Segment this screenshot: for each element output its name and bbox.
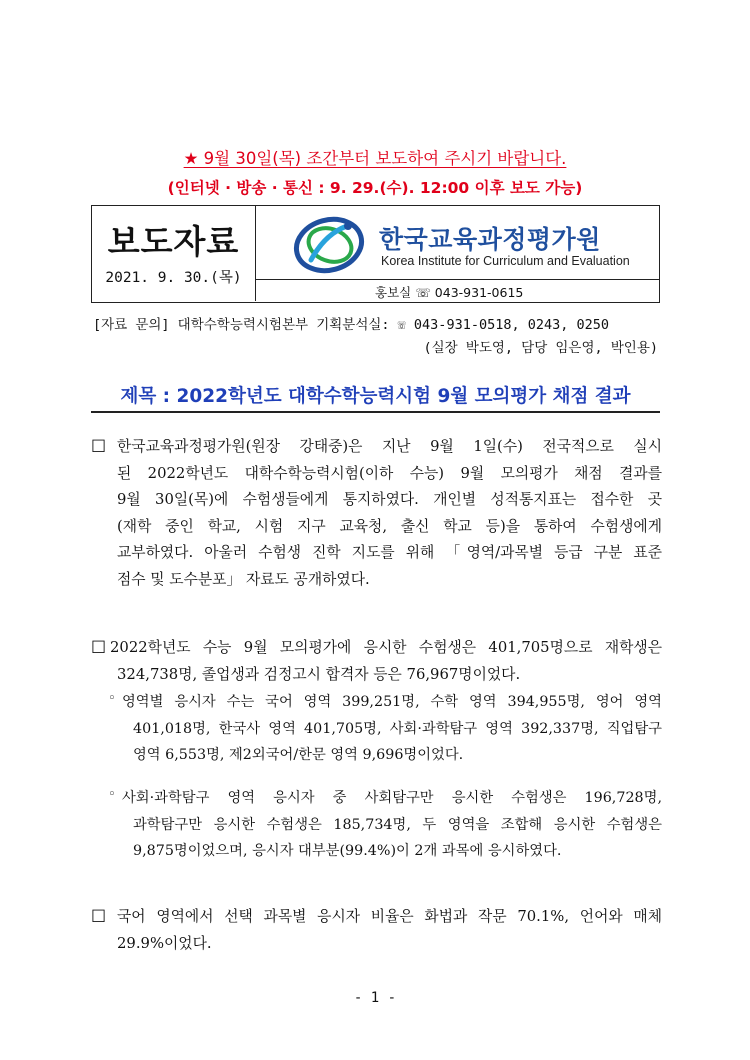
- sub2-bullet: ◦: [108, 787, 116, 802]
- headline-underline: [91, 411, 660, 413]
- press-header-left: [92, 206, 256, 301]
- sub1-line: 영역 6,553명, 제2외국어/한문 영역 9,696명이었다.: [133, 747, 464, 763]
- release-date: 2021. 9. 30.(목): [105, 270, 242, 286]
- pr-office-contact: 홍보실 ☏ 043-931-0615: [375, 285, 524, 300]
- section1-line: 된 2022학년도 대학수학능력시험(이하 수능) 9월 모의평가 채점 결과를: [117, 464, 662, 482]
- section1-paragraph: [117, 434, 662, 593]
- section2-bullet: □: [91, 636, 107, 655]
- kice-logo-icon: [291, 214, 369, 276]
- section1-bullet: □: [91, 435, 107, 454]
- sub2-paragraph: [122, 785, 662, 865]
- section1-line: 한국교육과정평가원(원장 강태중)은 지난 9월 1일(수) 전국적으로 실시: [117, 438, 662, 455]
- inquiry-staff: (실장 박도영, 담당 임은영, 박인용): [423, 340, 658, 356]
- sub2-line: 사회·과학탐구 영역 응시자 중 사회탐구만 응시한 수험생은 196,728명,: [122, 790, 662, 806]
- sub1-line: 영역별 응시자 수는 국어 영역 399,251명, 수학 영역 394,955명, 영어 영역: [122, 694, 662, 710]
- organization-name-english: Korea Institute for Curriculum and Evaluation: [381, 254, 630, 268]
- section2-paragraph: [110, 635, 662, 688]
- sub1-paragraph: [122, 689, 662, 769]
- section3-line: 29.9%이었다.: [117, 934, 212, 952]
- embargo-notice: ★ 9월 30일(목) 조간부터 보도하여 주시기 바랍니다.: [183, 149, 567, 168]
- section3-line: 국어 영역에서 선택 과목별 응시자 비율은 화법과 작문 70.1%, 언어와 매체: [117, 908, 662, 925]
- sub1-line: 401,018명, 한국사 영역 401,705명, 사회·과학탐구 영역 392,337명, 직업탐구: [133, 720, 662, 737]
- sub2-line: 과학탐구만 응시한 수험생은 185,734명, 두 영역을 조합해 응시한 수험생은: [133, 816, 662, 833]
- page-number: - 1 -: [353, 990, 397, 1006]
- sub2-line: 9,875명이었으며, 응시자 대부분(99.4%)이 2개 과목에 응시하였다.: [133, 843, 562, 859]
- section2-line: 2022학년도 수능 9월 모의평가에 응시한 수험생은 401,705명으로 재학생은: [110, 639, 663, 656]
- header-divider: [255, 279, 659, 280]
- section3-bullet: □: [91, 905, 107, 924]
- organization-name-korean: 한국교육과정평가원: [379, 225, 601, 254]
- section1-line: 9월 30일(목)에 수험생들에게 통지하였다. 개인별 성적통지표는 접수한 곳: [117, 491, 662, 508]
- section1-line: 점수 및 도수분포」 자료도 공개하였다.: [117, 570, 370, 588]
- inquiry-contact: [자료 문의] 대학수학능력시험본부 기획분석실: ☏ 043-931-0518, 0243, 0250: [93, 317, 609, 333]
- press-header: [91, 205, 660, 303]
- embargo-time-note: (인터넷 · 방송 · 통신 : 9. 29.(수). 12:00 이후 보도 가능): [167, 179, 583, 197]
- section3-paragraph: [117, 904, 662, 957]
- section1-line: (재학 중인 학교, 시험 지구 교육청, 출신 학교 등)을 통하여 수험생에게: [117, 517, 662, 535]
- section1-line: 교부하였다. 아울러 수험생 진학 지도를 위해 「영역/과목별 등급 구분 표준: [117, 544, 662, 561]
- section2-line: 324,738명, 졸업생과 검정고시 합격자 등은 76,967명이었다.: [117, 665, 521, 683]
- press-release-title: 보도자료: [107, 222, 240, 261]
- headline: 제목 : 2022학년도 대학수학능력시험 9월 모의평가 채점 결과: [120, 386, 631, 407]
- sub1-bullet: ◦: [108, 691, 116, 706]
